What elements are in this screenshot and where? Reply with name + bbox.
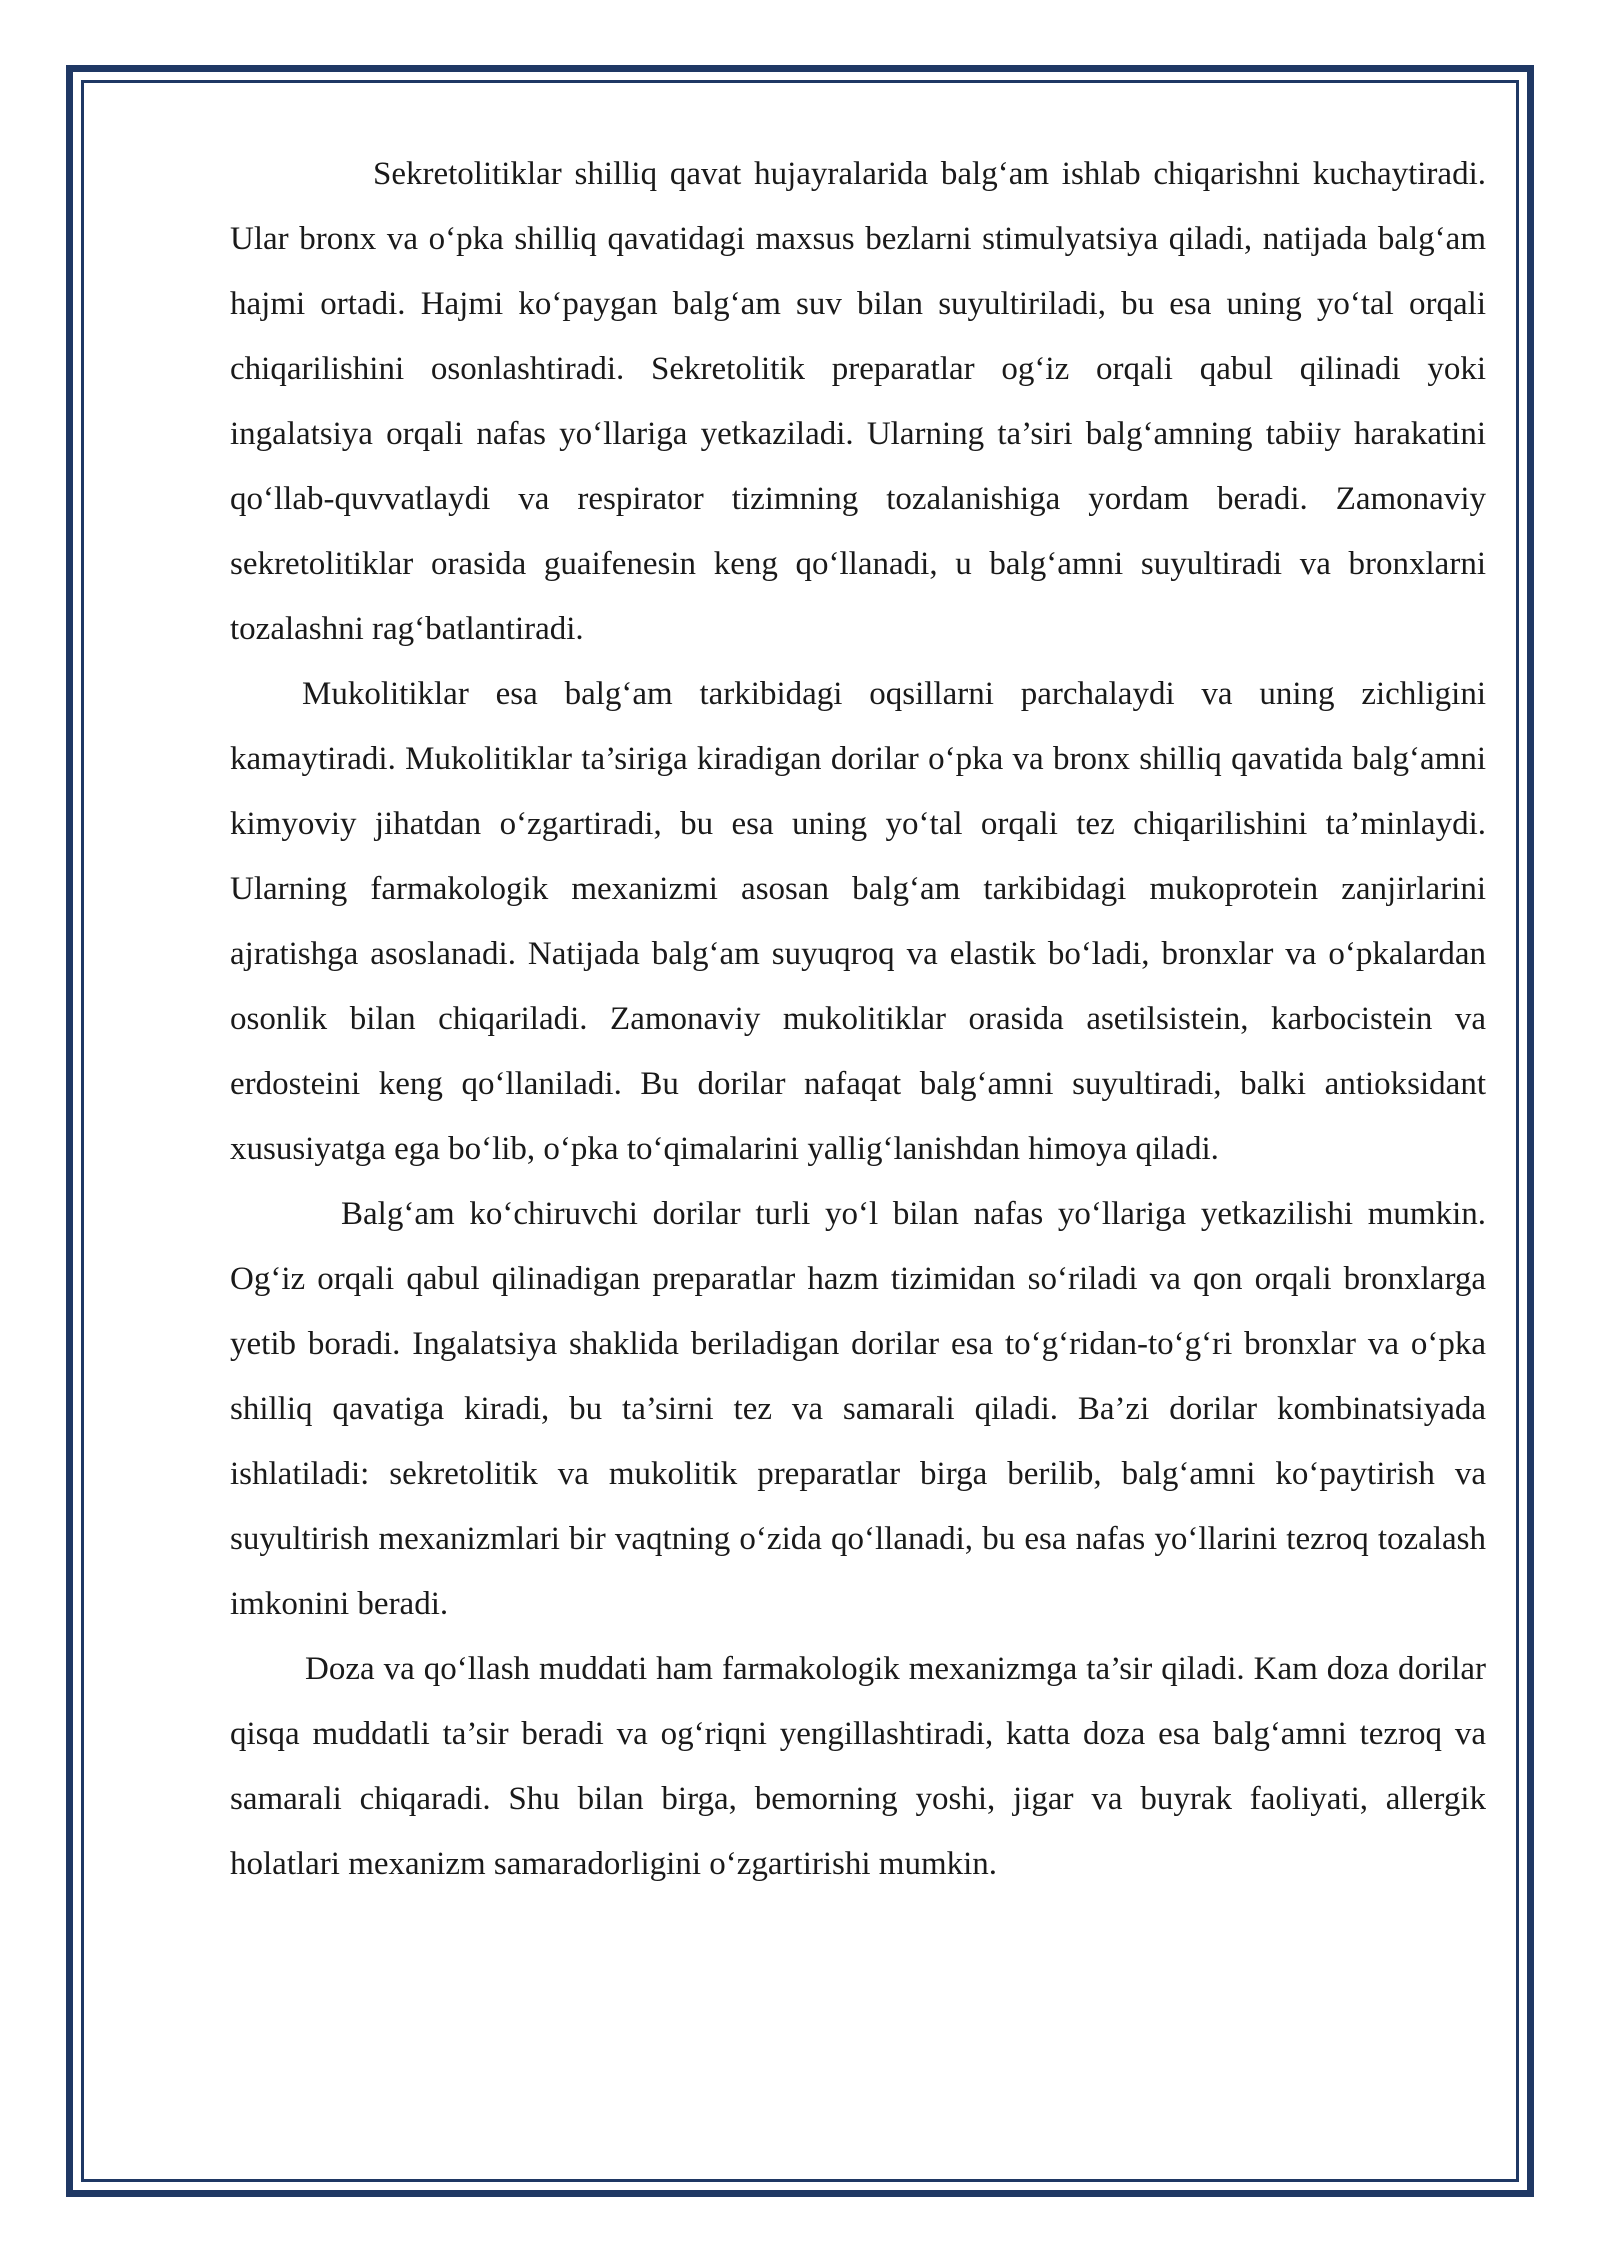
document-body [230,142,1486,1897]
paragraph-doza: Doza va qo‘llash muddati ham farmakologik mexanizmga ta’sir qiladi. Kam doza dorilar qisqa muddatli ta’sir beradi va og‘riqni yengillashtiradi, katta doza esa balg‘amni tezroq va samarali chiqaradi. Shu bilan birga, bemorning yoshi, jigar va buyrak faoliyati, allergik holatlari mexanizm samaradorligini o‘zgartirishi mumkin. [230,1651,1486,1882]
paragraph-sekretolitiklar: Sekretolitiklar shilliq qavat hujayralarida balg‘am ishlab chiqarishni kuchaytiradi. Ular bronx va o‘pka shilliq qavatidagi maxsus bezlarni stimulyatsiya qiladi, natijada balg‘am hajmi ortadi. Hajmi ko‘paygan balg‘am suv bilan suyultiriladi, bu esa uning yo‘tal orqali chiqarilishini osonlashtiradi. Sekretolitik preparatlar og‘iz orqali qabul qilinadi yoki ingalatsiya orqali nafas yo‘llariga yetkaziladi. Ularning ta’siri balg‘amning tabiiy harakatini qo‘llab-quvvatlaydi va respirator tizimning tozalanishiga yordam beradi. Zamonaviy sekretolitiklar orasida guaifenesin keng qo‘llanadi, u balg‘amni suyultiradi va bronxlarni tozalashni rag‘batlantiradi. [230,156,1486,647]
paragraph-mukolitiklar: Mukolitiklar esa balg‘am tarkibidagi oqsillarni parchalaydi va uning zichligini kamaytiradi. Mukolitiklar ta’siriga kiradigan dorilar o‘pka va bronx shilliq qavatida balg‘amni kimyoviy jihatdan o‘zgartiradi, bu esa uning yo‘tal orqali tez chiqarilishini ta’minlaydi. Ularning farmakologik mexanizmi asosan balg‘am tarkibidagi mukoprotein zanjirlarini ajratishga asoslanadi. Natijada balg‘am suyuqroq va elastik bo‘ladi, bronxlar va o‘pkalardan osonlik bilan chiqariladi. Zamonaviy mukolitiklar orasida asetilsistein, karbocistein va erdosteini keng qo‘llaniladi. Bu dorilar nafaqat balg‘amni suyultiradi, balki antioksidant xususiyatga ega bo‘lib, o‘pka to‘qimalarini yallig‘lanishdan himoya qiladi. [230,676,1486,1167]
paragraph-yetkazish-yollari: Balg‘am ko‘chiruvchi dorilar turli yo‘l bilan nafas yo‘llariga yetkazilishi mumkin. Og‘iz orqali qabul qilinadigan preparatlar hazm tizimidan so‘riladi va qon orqali bronxlarga yetib boradi. Ingalatsiya shaklida beriladigan dorilar esa to‘g‘ridan-to‘g‘ri bronxlar va o‘pka shilliq qavatiga kiradi, bu ta’sirni tez va samarali qiladi. Ba’zi dorilar kombinatsiyada ishlatiladi: sekretolitik va mukolitik preparatlar birga berilib, balg‘amni ko‘paytirish va suyultirish mexanizmlari bir vaqtning o‘zida qo‘llanadi, bu esa nafas yo‘llarini tezroq tozalash imkonini beradi. [230,1196,1486,1622]
